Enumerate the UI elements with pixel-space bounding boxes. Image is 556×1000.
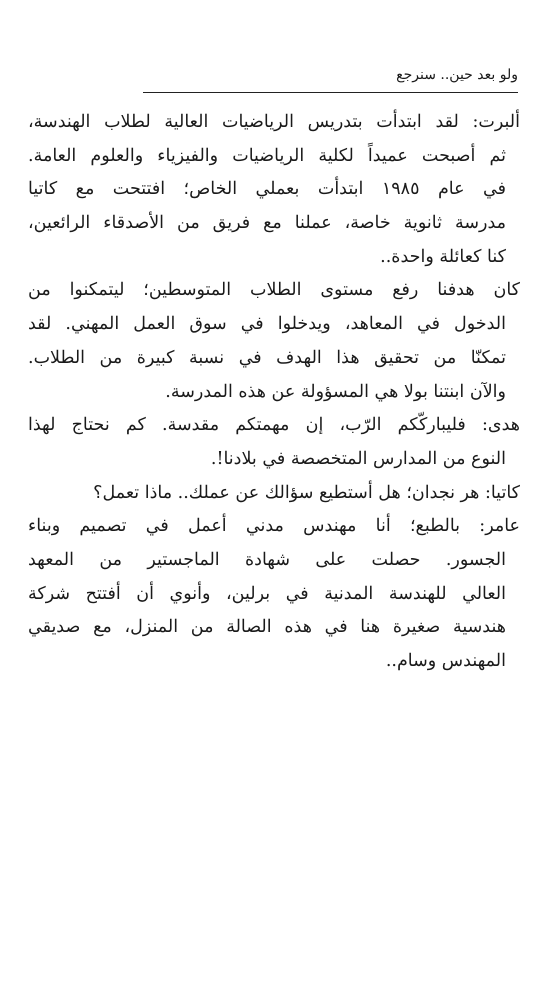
text-line: النوع من المدارس المتخصصة في بلادنا!. [210,448,506,469]
text-line: في عام ١٩٨٥ ابتدأت بعملي الخاص؛ افتتحت مع كاتيا [28,179,507,200]
paragraph-amer [28,510,520,678]
text-line: كنا كعائلة واحدة.. [380,246,506,267]
text-line: العالي للهندسة المدنية في برلين، وأنوي أن أفتتح شركة [28,583,506,604]
paragraph-albert [28,106,520,274]
text-line: كان هدفنا رفع مستوى الطلاب المتوسطين؛ ليتمكنوا من [28,280,520,301]
text-line: ألبرت: لقد ابتدأت بتدريس الرياضيات العالية لطلاب الهندسة، [28,112,520,132]
text-line: مدرسة ثانوية خاصة، عملنا مع فريق من الأصدقاء الرائعين، [28,213,506,234]
running-header: ولو بعد حين.. سنرجع [396,67,518,83]
paragraph-katia [28,477,520,511]
text-line: الجسور. حصلت على شهادة الماجستير من المعهد [28,549,506,570]
text-line: عامر: بالطبع؛ أنا مهندس مدني أعمل في تصميم وبناء [28,516,520,537]
header-rule [143,92,518,93]
text-line: كاتيا: هر نجدان؛ هل أستطيع سؤالك عن عملك.. ماذا تعمل؟ [93,482,520,503]
text-line: هدى: فليباركّكم الرّب، إن مهمتكم مقدسة. كم نحتاج لهذا [28,415,520,436]
text-line: الدخول في المعاهد، ويدخلوا في سوق العمل المهني. لقد [28,314,506,335]
text-line: والآن ابنتنا بولا هي المسؤولة عن هذه المدرسة. [165,381,506,402]
text-line: تمكنّا من تحقيق هذا الهدف في نسبة كبيرة من الطلاب. [28,347,506,368]
paragraph-huda [28,409,520,476]
text-line: هندسية صغيرة هنا في هذه الصالة من المنزل، مع صديقي [28,617,506,638]
body-text [28,106,520,679]
text-line: ثم أصبحت عميداً لكلية الرياضيات والفيزياء والعلوم العامة. [28,145,506,166]
paragraph-school-goal [28,274,520,409]
text-line: المهندس وسام.. [385,651,506,671]
